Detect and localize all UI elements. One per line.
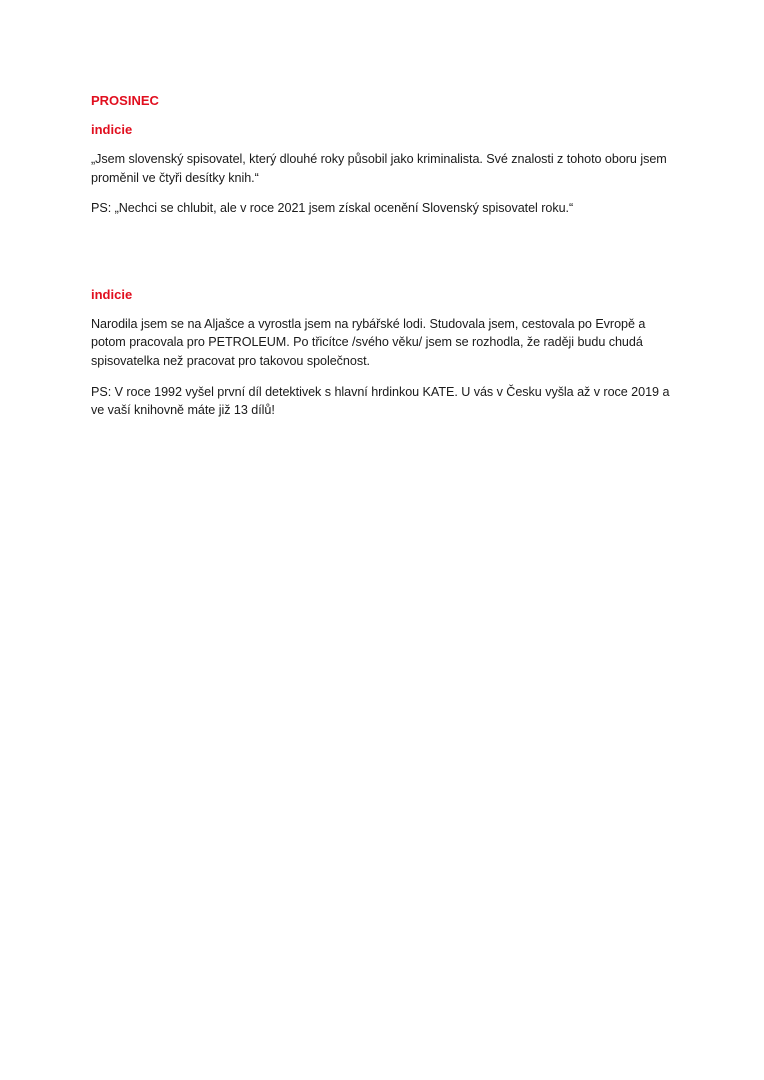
- section-heading: indicie: [91, 286, 133, 302]
- clue-section-1: [91, 121, 681, 218]
- clue-section-2: [91, 286, 681, 420]
- document-title: PROSINEC: [91, 93, 159, 108]
- postscript-paragraph: PS: „Nechci se chlubit, ale v roce 2021 jsem získal ocenění Slovenský spisovatel roku.“: [91, 201, 574, 216]
- clue-paragraph: „Jsem slovenský spisovatel, který dlouhé roky působil jako kriminalista. Své znalosti z tohoto oboru jsem proměnil ve čtyři desítky knih.“: [91, 152, 667, 185]
- section-spacer: [91, 230, 681, 286]
- clue-paragraph: Narodila jsem se na Aljašce a vyrostla jsem na rybářské lodi. Studovala jsem, cestovala po Evropě a potom pracovala pro PETROLEUM. Po třicítce /svého věku/ jsem se rozhodla, že raději budu chudá spisovatelka než pracovat pro takovou společnost.: [91, 316, 646, 368]
- section-heading: indicie: [91, 122, 133, 137]
- postscript-paragraph: PS: V roce 1992 vyšel první díl detektivek s hlavní hrdinkou KATE. U vás v Česku vyšla až v roce 2019 a ve vaší knihovně máte již 13 dílů!: [91, 384, 670, 418]
- document-content: [91, 92, 681, 432]
